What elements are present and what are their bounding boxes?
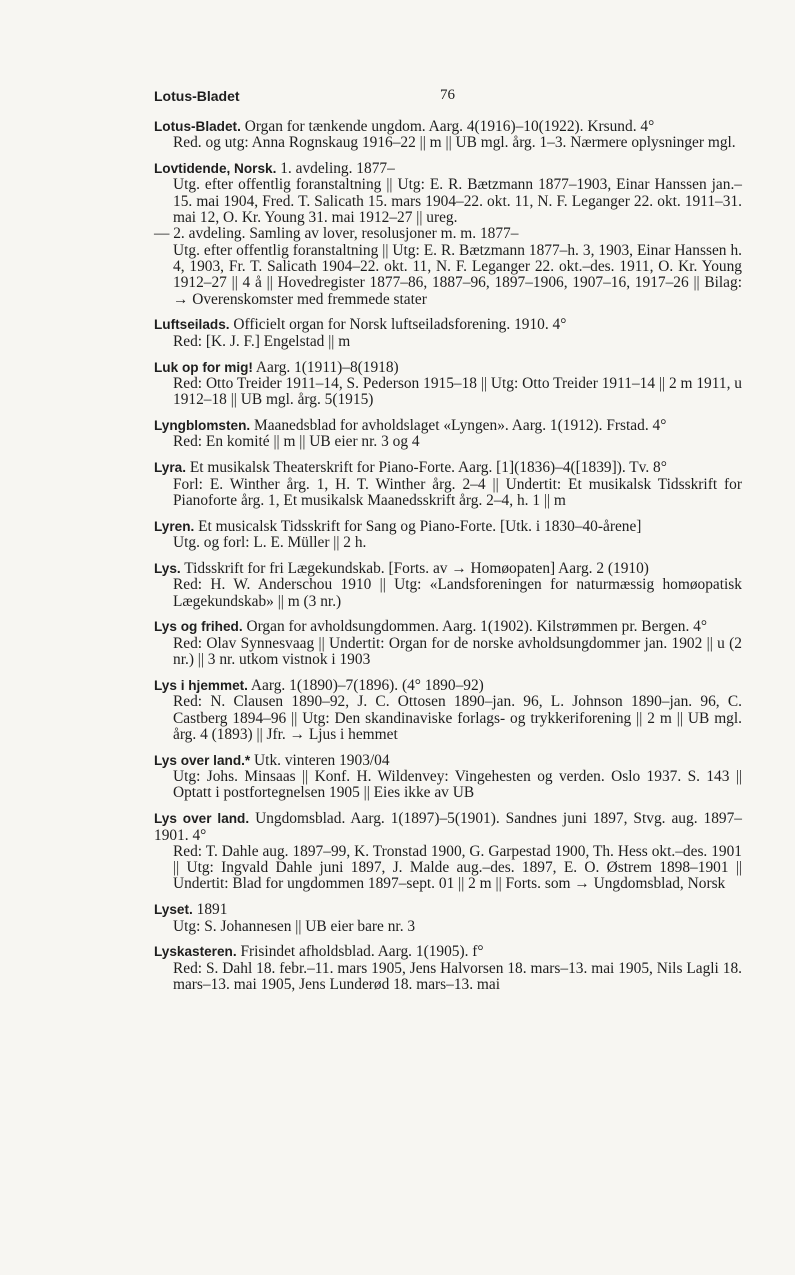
entry-text: Officielt organ for Norsk luftseiladsforening. 1910. 4° (229, 316, 567, 334)
entry-text: — 2. avdeling. Samling av lover, resolusjoner m. m. 1877– (154, 225, 519, 243)
entry-text: Utk. vinteren 1903/04 (250, 751, 390, 769)
entry-luftseilads (154, 317, 742, 350)
entry-heading: Lyra. (154, 460, 186, 476)
entry-heading: Lotus-Bladet. (154, 119, 241, 134)
entry-heading: Lovtidende, Norsk. (154, 161, 277, 177)
entry-text: Red: Otto Treider 1911–14, S. Pederson 1915–18 || Utg: Otto Treider 1911–14 || 2 m 1911, u 1912–18 || UB mgl. årg. 5(1915) (173, 374, 742, 409)
entry-text: 1. avdeling. 1877– (276, 160, 395, 178)
entry-lyngblomsten (154, 418, 742, 451)
entry-text: Red: En komité || m || UB eier nr. 3 og 4 (173, 433, 420, 451)
entry-heading: Lys over land. (154, 811, 250, 827)
entry-heading: Lyskasteren. (154, 944, 237, 960)
entry-lys-og-frihed (154, 619, 742, 668)
entry-text: Utg. efter offentlig foranstaltning || Utg: E. R. Bætzmann 1877–h. 3, 1903, Einar Hanssen h. 4, 1903, Fr. T. Salicath 1904–22. okt. 11, N. F. Leganger 22. okt.–des. 1911, O. Kr. Young 1912–27 || 4 å || Hovedregister 1877–86, 1887–96, 1897–1906, 1907–16, 1917–26 || Bilag: → Overenskomster med fremmede stater (173, 241, 742, 308)
entry-text: Utg. og forl: L. E. Müller || 2 h. (173, 534, 367, 552)
entry-text: Ungdomsblad. Aarg. 1(1897)–5(1901). Sandnes juni 1897, Stvg. aug. 1897–1901. 4° (154, 810, 742, 844)
entry-heading: Lys i hjemmet. (154, 677, 248, 693)
entry-text: Aarg. 1(1890)–7(1896). (4° 1890–92) (247, 676, 484, 694)
entry-text: Organ for avholdsungdommen. Aarg. 1(1902). Kilstrømmen pr. Bergen. 4° (242, 618, 708, 636)
entry-text: 1891 (192, 901, 228, 919)
entry-text: Et musikalsk Theaterskrift for Piano-Forte. Aarg. [1](1836)–4([1839]). Tv. 8° (186, 459, 667, 477)
entry-text: Red. og utg: Anna Rognskaug 1916–22 || m || UB mgl. årg. 1–3. Nærmere oplysninger mgl. (173, 134, 736, 152)
entry-text: Red: Olav Synnesvaag || Undertit: Organ for de norske avholdsungdommer jan. 1902 || u (2 nr.) || 3 nr. utkom vistnok i 1903 (173, 634, 742, 669)
entry-text: Red: [K. J. F.] Engelstad || m (173, 332, 351, 350)
entry-lyskasteren (154, 944, 742, 993)
entry-lyra (154, 460, 742, 509)
entry-text: Red: T. Dahle aug. 1897–99, K. Tronstad 1900, G. Garpestad 1900, Th. Hess okt.–des. 1901 || Utg: Ingvald Dahle juni 1897, J. Malde aug.–des. 1897, E. O. Østrem 1898–1901 || Undertit: Blad for ungdommen 1897–sept. 01 || 2 m || Forts. som → Ungdomsblad, Norsk (173, 842, 742, 893)
entry-text: Frisindet afholdsblad. Aarg. 1(1905). f° (236, 943, 484, 961)
entry-heading: Lyngblomsten. (154, 418, 251, 434)
entry-lotus-bladet (154, 119, 742, 152)
entry-text: Utg: Johs. Minsaas || Konf. H. Wildenvey: Vingehesten og verden. Oslo 1937. S. 143 || Optatt i postfortegnelsen 1905 || Eies ikke av UB (173, 768, 742, 802)
entry-text: Forl: E. Winther årg. 1, H. T. Winther årg. 2–4 || Undertit: Et musikalsk Tidsskrift for Pianoforte årg. 1, Et musikalsk Maanedsskrift årg. 2–4, h. 1 || m (173, 475, 742, 509)
entry-heading: Lyren. (154, 518, 195, 534)
entry-heading: Lys. (154, 560, 181, 576)
entry-text: Maanedsblad for avholdslaget «Lyngen». Aarg. 1(1912). Frstad. 4° (250, 417, 667, 435)
entry-luk-op-for-mig (154, 360, 742, 409)
entry-lovtidende-norsk (154, 161, 742, 308)
entry-text: Utg: S. Johannesen || UB eier bare nr. 3 (173, 917, 416, 935)
entry-text: Et musicalsk Tidsskrift for Sang og Piano-Forte. [Utk. i 1830–40-årene] (194, 517, 642, 535)
entry-text: Aarg. 1(1911)–8(1918) (252, 358, 399, 376)
entry-text: Red: H. W. Anderschou 1910 || Utg: «Landsforeningen for naturmæssig homøopatisk Lægekundskab» || m (3 nr.) (173, 576, 742, 610)
entry-heading: Lyset. (154, 902, 193, 918)
entry-text: Organ for tænkende ungdom. Aarg. 4(1916)–10(1922). Krsund. 4° (240, 118, 655, 135)
entry-heading: Luk op for mig! (154, 359, 253, 375)
entry-lys (154, 561, 742, 610)
entry-lyren (154, 519, 742, 552)
entry-lys-i-hjemmet (154, 678, 742, 743)
entry-heading: Lys og frihed. (154, 619, 243, 635)
entry-text: Utg. efter offentlig foranstaltning || Utg: E. R. Bætzmann 1877–1903, Einar Hanssen jan.–15. mai 1904, Fred. T. Salicath 15. mars 1904–22. okt. 11, N. F. Leganger 22. okt. 1911–31. mai 12, O. Kr. Young 31. mai 1912–27 || ureg. (173, 176, 742, 227)
entry-lyset (154, 902, 742, 935)
entry-text: Tidsskrift for fri Lægekundskab. [Forts. av → Homøopaten] Aarg. 2 (1910) (180, 559, 649, 577)
entry-heading: Luftseilads. (154, 317, 230, 333)
running-header (154, 88, 742, 108)
entry-text: Red: S. Dahl 18. febr.–11. mars 1905, Jens Halvorsen 18. mars–13. mai 1905, Nils Lagli 18. mars–13. mai 1905, Jens Lunderød 18. mars–13. mai (173, 959, 742, 994)
entry-lys-over-land-1897 (154, 811, 742, 892)
entry-lys-over-land-1903 (154, 753, 742, 802)
entry-list (154, 119, 742, 1003)
entry-heading: Lys over land.* (154, 752, 251, 768)
entry-text: Red: N. Clausen 1890–92, J. C. Ottosen 1890–jan. 96, L. Johnson 1890–jan. 96, C. Castberg 1894–96 || Utg: Den skandinaviske forlags- og trykkeriforening || 2 m || UB mgl. årg. 4 (1893) || Jfr. → Ljus i hemmet (173, 693, 742, 743)
page-number: 76 (440, 87, 455, 103)
running-title: Lotus-Bladet (154, 88, 240, 104)
